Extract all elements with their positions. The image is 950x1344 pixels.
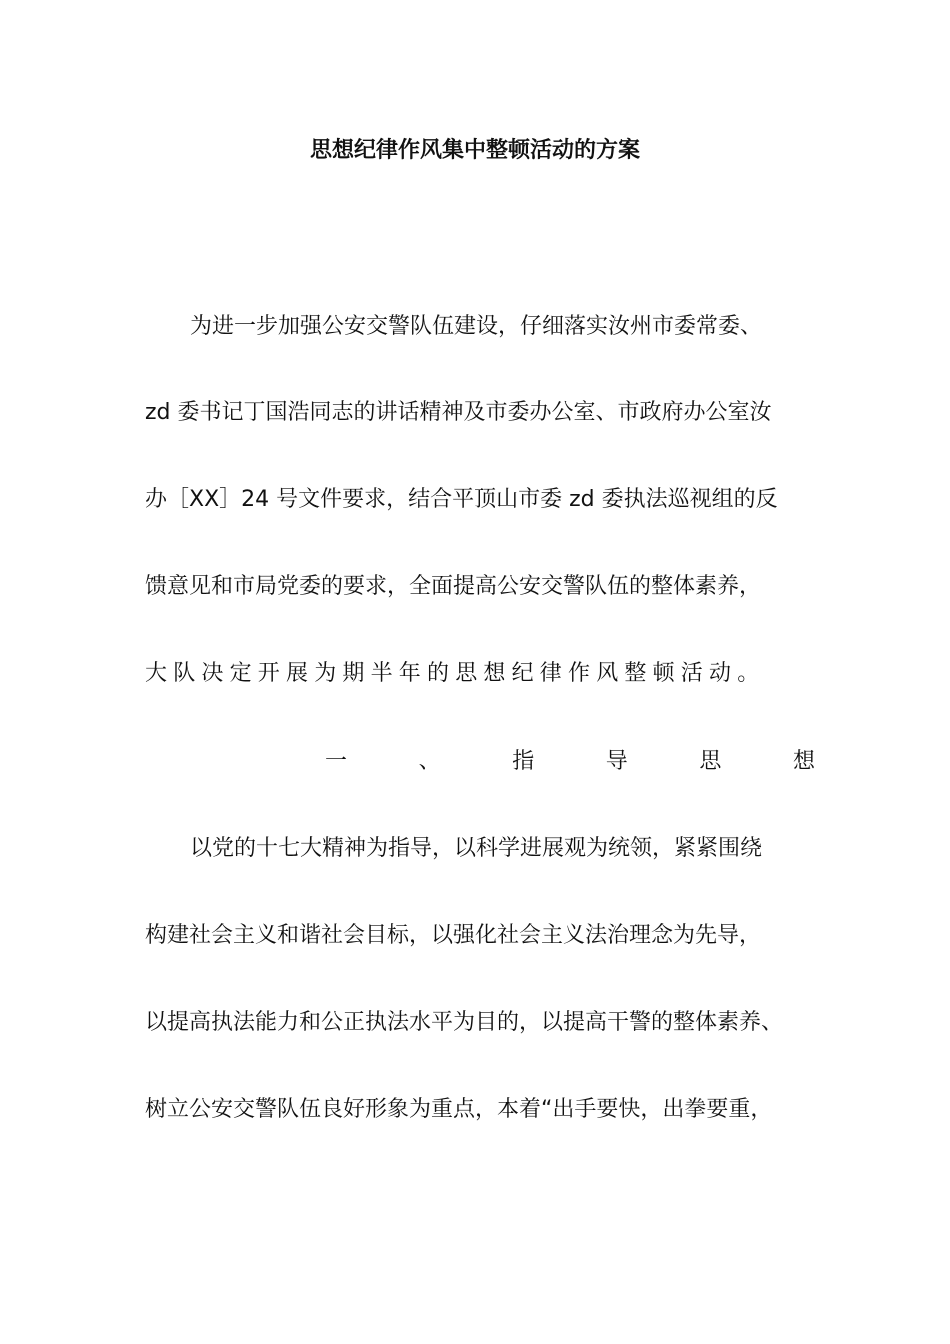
section-heading-guiding-thought: [325, 747, 815, 777]
paragraph-1-line-3: 办［XX］24 号文件要求，结合平顶山市委 zd 委执法巡视组的反: [145, 487, 778, 512]
paragraph-2-line-3: 以提高执法能力和公正执法水平为目的，以提高干警的整体素养、: [145, 1010, 784, 1035]
heading-char: 导: [605, 749, 628, 774]
heading-char: 指: [512, 749, 535, 774]
document-title: 思想纪律作风集中整顿活动的方案: [309, 138, 640, 163]
heading-char: 、: [418, 749, 441, 774]
paragraph-2-line-4: 树立公安交警队伍良好形象为重点，本着“出手要快，出拳要重，: [145, 1097, 773, 1122]
heading-char: 思: [699, 749, 722, 774]
paragraph-1-line-2: zd 委书记丁国浩同志的讲话精神及市委办公室、市政府办公室汝: [145, 400, 772, 425]
paragraph-2-line-1: 以党的十七大精神为指导，以科学进展观为统领，紧紧围绕: [190, 836, 763, 861]
heading-char: 想: [792, 749, 815, 774]
paragraph-1-line-4: 馈意见和市局党委的要求，全面提高公安交警队伍的整体素养，: [145, 574, 762, 599]
heading-char: 一: [325, 749, 348, 774]
paragraph-1-line-1: 为进一步加强公安交警队伍建设，仔细落实汝州市委常委、: [190, 314, 763, 339]
paragraph-2-line-2: 构建社会主义和谐社会目标，以强化社会主义法治理念为先导，: [145, 923, 762, 948]
paragraph-1-line-5: 大队决定开展为期半年的思想纪律作风整顿活动。: [145, 661, 766, 686]
